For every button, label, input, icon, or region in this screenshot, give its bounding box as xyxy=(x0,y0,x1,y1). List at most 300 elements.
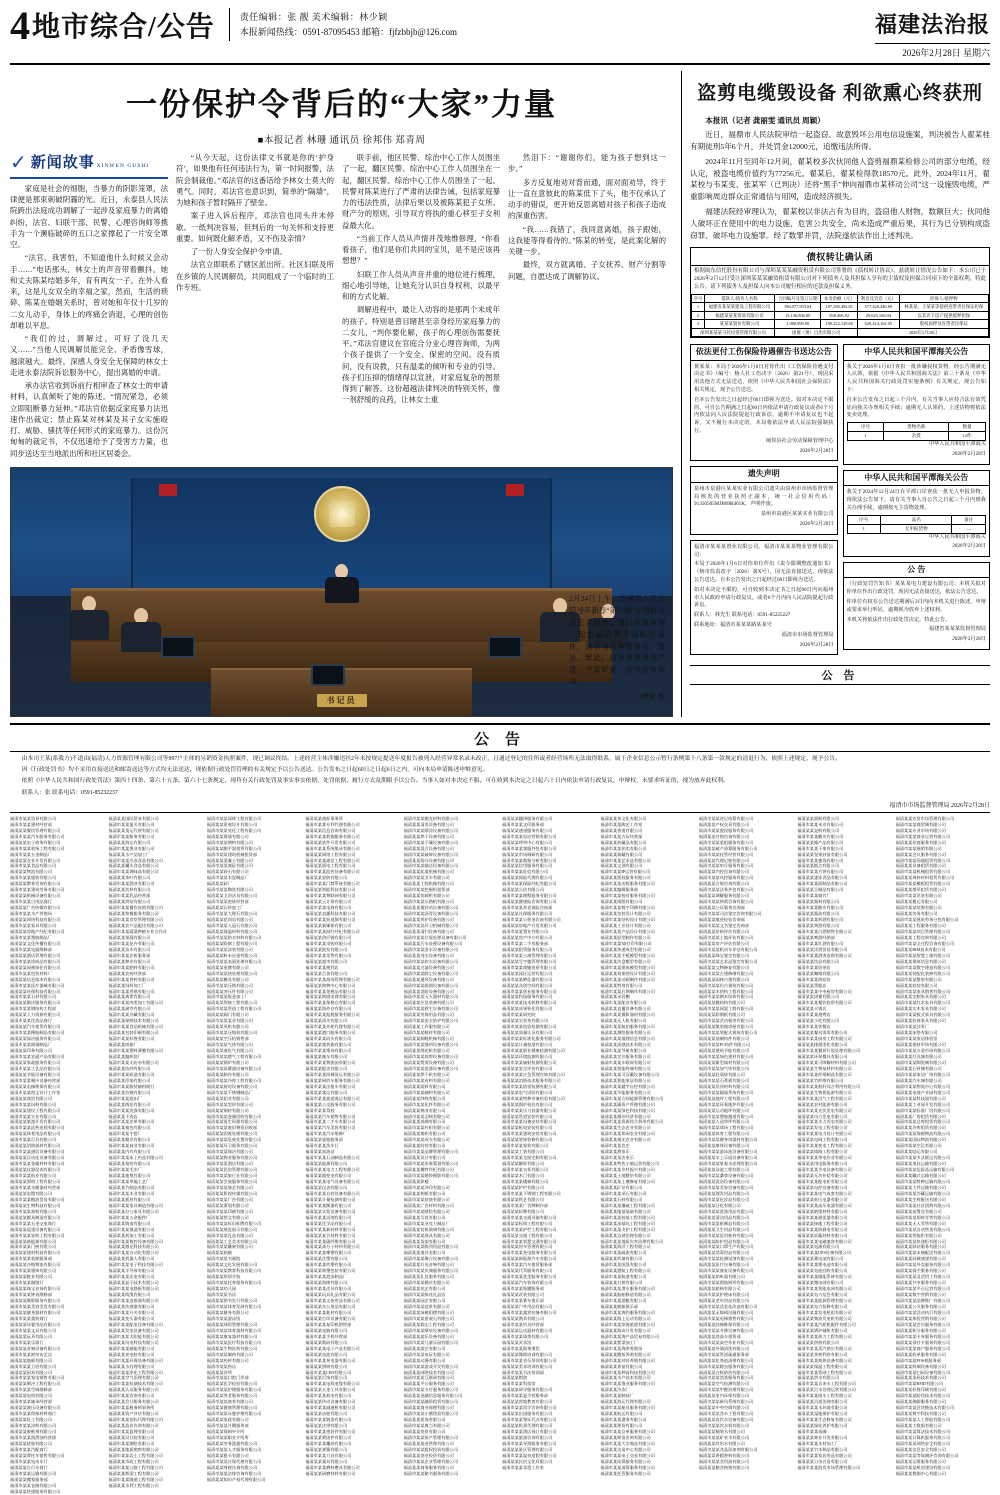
company-name: 福清某某设计院有限公司 xyxy=(108,1434,155,1440)
company-name: 福清市某某露营装备有限公司 xyxy=(502,1309,557,1315)
company-name: 福清某某环境监测有限公司 xyxy=(502,1053,553,1059)
company-name: 福清市某某司法鉴定咨询有限公司 xyxy=(698,911,762,917)
company-name: 福清市某某电玩有限公司 xyxy=(403,1351,450,1357)
company-name: 福清某某收藏品有限公司 xyxy=(600,839,647,845)
company-name: 福清市某某标准厂房有限公司 xyxy=(895,1107,951,1113)
company-name: 福清某某商标事务所 xyxy=(305,815,343,821)
page-title: 一份保护令背后的“大家”力量 xyxy=(126,87,557,122)
company-name: 福清某某录音棚 xyxy=(600,994,630,1000)
company-name: 福清某某体验营销有限公司 xyxy=(895,1315,946,1321)
company-name: 福清某某固废处理有限公司 xyxy=(206,1131,258,1137)
company-name: 福清某某吊顶材料有限公司 xyxy=(698,1083,750,1089)
company-name: 福清市某某保税仓有限公司 xyxy=(305,1000,356,1006)
company-name: 福清市某某装卸有限公司 xyxy=(895,905,942,911)
company-name: 福清某某内衣有限公司 xyxy=(108,1149,151,1155)
company-name: 福清市某某物流中心有限公司 xyxy=(895,1083,951,1089)
cell: — xyxy=(952,524,986,533)
company-name: 福清市某某环氧地坪有限公司 xyxy=(698,1101,754,1107)
company-name: 福清市某某社区团购有限公司 xyxy=(895,1202,951,1208)
company-name: 福清市某某家居用品有限公司 xyxy=(797,1452,852,1458)
company-name: 福清某某遥感技术有限公司 xyxy=(600,1042,651,1048)
company-name: 福清市某某游戏开发有限公司 xyxy=(403,1363,459,1369)
company-name: 福清市某某工艺品有限公司 xyxy=(10,1065,61,1071)
company-name: 福清市某某机动车评估有限公司 xyxy=(698,946,758,952)
company-name: 福清某某会计服务有限公司 xyxy=(108,1399,159,1405)
company-name: 福清市某某发电机组有限公司 xyxy=(797,1309,852,1315)
company-name: 福清市某某换热设备有限公司 xyxy=(797,1357,852,1363)
company-name: 福清市某某加气块有限公司 xyxy=(698,1065,750,1071)
company-name: 福清某某循环经济有限公司 xyxy=(600,1113,651,1119)
company-name: 福清某某化学品有限公司 xyxy=(305,1220,352,1226)
company-name: 福清某某脚手架租赁有限公司 xyxy=(206,845,262,851)
company-name: 福清某某模具有限公司 xyxy=(206,976,249,982)
company-name: 福清市某某涂装有限公司 xyxy=(206,946,253,952)
company-name: 福清某某音响设备有限公司 xyxy=(10,1345,61,1351)
company-name: 福清市某某灯具有限公司 xyxy=(10,1137,57,1143)
paragraph: 家庭是社会的细胞，当暴力的阴影笼罩，法律便是那束刺破阴霾的光。近日，永泰县人民法院跨出法庭成功调解了一起涉及家庭暴力的离婚纠纷，法官、妇联干部、民警、心理咨询师等携手为一个濒临破碎的五口之家撑起了一片安全罩空。 xyxy=(10,183,168,250)
company-name: 福清市某某型材有限公司 xyxy=(206,1101,253,1107)
story-columns xyxy=(10,152,673,461)
company-name: 福清市某某冲印有限公司 xyxy=(403,1184,450,1190)
caption-text: 2月24日上午，安溪县人民法院寻年新春“第一槌”在管桥法庭正式敲响，当日开展审理一起金融借款合同纠纷案件。法官当庭审查事实、质证、辩论，庭审流程规范严谨，亨泰彰显，否为庭审现场。 xyxy=(569,594,665,687)
company-name: 福清市某某压路机有限公司 xyxy=(403,899,454,905)
cell: 福建某某某贸易有限公司 xyxy=(704,311,774,320)
company-name: 福清市某某日用品商行 xyxy=(10,899,52,905)
company-name: 福清市某某变电工程有限公司 xyxy=(797,1143,852,1149)
company-name: 福清某某办公用品有限公司 xyxy=(305,1304,356,1310)
company-name: 福清市某某肉类加工有限公司 xyxy=(108,1000,163,1006)
company-name: 福清某某软体家具有限公司 xyxy=(895,1018,946,1024)
company-name: 福清某某绝缘材料有限公司 xyxy=(797,1208,848,1214)
company-name: 福清某某线缆有限公司 xyxy=(108,1292,151,1298)
finance-notice-sub: 根据闽东信托股份有限公司与深圳某某某融资租赁有限公司签署的《债权转让协议》，兹就转让情况公告如下：本公司已于2026年2月12日受让深圳某某某融资租赁有限公司对下列债务人及其担保人享有的主债权及担保合同项下的全部权利，特此公告。请下列债务人及担保人向本公司履行相应的还款及担保义务。 xyxy=(694,268,986,290)
company-name: 福清市某某光伏发电有限公司 xyxy=(797,1107,852,1113)
company-name: 福清市某某破碎设备有限公司 xyxy=(403,851,459,857)
company-name: 福清市某某石油制品有限公司 xyxy=(305,1155,360,1161)
company-name: 福清市某某雕刻有限公司 xyxy=(206,1244,253,1250)
company-name: 福清市某某空调维修部 xyxy=(10,1387,52,1393)
signature-date: 2026年2月28日 xyxy=(799,521,834,528)
company-name: 福清市某某带电作业有限公司 xyxy=(797,1155,852,1161)
company-name: 福清某某水处理有限公司 xyxy=(108,1363,155,1369)
signature: 中华人民共和国平潭海关 xyxy=(928,533,986,540)
company-name: 福清某某咖啡有限公司 xyxy=(797,970,840,976)
company-name: 福清市某某景观水处理有限公司 xyxy=(698,1161,758,1167)
company-name: 福清某某冷冻厂 xyxy=(600,1387,630,1393)
company-name: 福清市某某场地租赁有限公司 xyxy=(895,857,951,863)
company-name: 福清某某水产品加工厂 xyxy=(108,851,151,857)
company-name: 福清某某运维服务有限公司 xyxy=(895,1458,946,1464)
company-name: 福清市某某土壤修复有限公司 xyxy=(600,1179,655,1184)
company-name: 福清市某某研究院 xyxy=(502,1012,536,1018)
company-name: 福清市某某橡塑有限公司 xyxy=(305,1250,352,1256)
company-name: 福清市某某数字印刷有限公司 xyxy=(600,905,655,911)
judge-figure xyxy=(325,564,359,604)
company-name: 福清市某某商户服务有限公司 xyxy=(895,1345,951,1351)
company-name: 福清某某电机有限公司 xyxy=(10,1393,52,1399)
company-name: 福清某某模特经纪有限公司 xyxy=(403,1167,454,1173)
company-name: 福清市某某月饼有限公司 xyxy=(797,869,844,875)
company-name: 福清某某石料有限公司 xyxy=(600,1196,643,1202)
company-name: 福清市某某码头有限公司 xyxy=(305,1036,352,1042)
company-name: 福清某某民俗文化有限公司 xyxy=(502,1458,553,1464)
paragraph: 了一份人身安全保护令申请。 xyxy=(190,247,287,256)
company-name: 福清市某某电磁兼容有限公司 xyxy=(797,1238,852,1244)
company-name: 福清市某某碳纤维有限公司 xyxy=(305,1238,356,1244)
company-name: 福清某某铜材有限公司 xyxy=(206,1107,249,1113)
company-name: 福清市某某粮油贸易有限公司 xyxy=(10,1196,65,1202)
company-name: 福清某某标牌有限公司 xyxy=(502,1208,544,1214)
company-name: 福清市某某船务有限公司 xyxy=(108,833,155,839)
company-name: 福清某某保姆中介所 xyxy=(206,1429,245,1435)
company-name: 福清某某信息安全有限公司 xyxy=(895,1446,946,1452)
cell: 838,466.92 xyxy=(821,311,858,320)
company-name: 福清市某某装卸服务部 xyxy=(10,1256,52,1262)
cell: 品名 xyxy=(881,515,952,524)
company-name: 福清市某某沙发厂 xyxy=(895,1024,930,1030)
company-name: 福清市某某节电设备有限公司 xyxy=(797,1167,852,1173)
company-name: 福清市某某管道疏通服务部 xyxy=(698,1351,750,1357)
company-name: 福清市某某喷绘有限公司 xyxy=(403,1208,450,1214)
company-name: 福清市某某锂电池有限公司 xyxy=(797,1262,848,1268)
company-name: 福清某某火锅店 xyxy=(797,1006,827,1012)
company-name: 福清某某起重设备有限公司 xyxy=(10,1226,61,1232)
company-name: 福清某某箱包有限公司 xyxy=(108,1125,151,1131)
company-name: 福清市某某保险经纪有限公司 xyxy=(502,881,557,887)
company-name: 福清某某包装印刷有限公司 xyxy=(108,1030,159,1036)
company-name: 福清某某会展服务有限公司 xyxy=(206,1179,258,1184)
company-name: 福清某某干洗店 xyxy=(108,1113,138,1119)
company-name: 福清市某某采购有限公司 xyxy=(305,940,352,946)
company-name: 福清某某用电服务有限公司 xyxy=(797,1161,848,1167)
company-name: 福清某某海绵有限公司 xyxy=(305,1280,348,1286)
cell: 13,136,806.00 xyxy=(775,311,821,320)
company-name: 福清市某某电力工程有限公司 xyxy=(305,1167,360,1173)
notice-box xyxy=(690,344,838,461)
company-name: 福清市某某农机服务部 xyxy=(108,952,151,958)
company-name: 福清市某某休闲农业有限公司 xyxy=(600,1131,655,1137)
company-name: 福清某某网络科技有限公司 xyxy=(10,917,61,923)
company-name: 福清某某石材加工厂 xyxy=(206,905,245,911)
company-name: 福清市某某二手车有限公司 xyxy=(305,1119,356,1125)
company-name: 福清某某定位服务有限公司 xyxy=(600,1053,651,1059)
col-header: 序号 xyxy=(692,294,705,303)
company-name: 福清市某某乳品经营部 xyxy=(108,893,151,899)
company-name: 福清市某某仓单服务有限公司 xyxy=(600,1429,655,1435)
company-name: 福清某某扶梯维保有限公司 xyxy=(698,1321,750,1327)
hotline-line: 本报新闻热线：0591-87095453 邮箱：fjfzbbjb@126.com xyxy=(239,27,458,38)
cell: 187,386,492.81 xyxy=(821,303,858,312)
company-name: 福清市某某品牌推广有限公司 xyxy=(895,1298,951,1304)
company-name: 福清某某农药经营部 xyxy=(108,970,147,976)
company-name: 福清市某某智慧交通有限公司 xyxy=(502,1238,557,1244)
company-name: 福清某某珠宝首饰有限公司 xyxy=(10,1286,61,1292)
company-name: 福清某某罐头食品有限公司 xyxy=(108,863,159,869)
company-name: 福清某某配送有限公司 xyxy=(305,1065,348,1071)
company-name: 福清市某某电梯销售有限公司 xyxy=(698,1315,754,1321)
company-name: 福清市某某摄影器材有限公司 xyxy=(600,1012,655,1018)
cell: 3 xyxy=(692,320,705,329)
company-name: 福清某某劳保用品有限公司 xyxy=(403,1012,454,1018)
company-name: 福清市某某清算服务有限公司 xyxy=(600,1464,655,1470)
company-name: 福清某某汽车销售有限公司 xyxy=(305,1113,356,1119)
company-name: 福清市某某奶茶店 xyxy=(797,964,831,970)
company-name: 福清某某数据中心有限公司 xyxy=(895,1470,946,1476)
company-name: 福清某某电子商务有限公司 xyxy=(10,839,61,845)
company-name: 福清市某某职业介绍所 xyxy=(206,1434,249,1440)
company-name: 福清市某某自动售货有限公司 xyxy=(895,1226,951,1232)
company-name: 福清市某某织造有限公司 xyxy=(108,1071,155,1077)
company-name: 福清某某快递服务有限公司 xyxy=(10,1488,61,1494)
company-name: 福清某某翻译服务有限公司 xyxy=(502,815,553,821)
company-name: 福清市某某游泳馆 xyxy=(206,1315,241,1321)
company-name: 福清某某医学检验有限公司 xyxy=(206,1381,258,1387)
company-name: 福清市某某钓具经营部 xyxy=(502,1321,544,1327)
company-name: 福清市某某面制品有限公司 xyxy=(797,881,848,887)
company-name: 福清市某某口腔门诊部 xyxy=(206,1375,249,1381)
company-name: 福清市某某建筑模型有限公司 xyxy=(600,964,655,970)
company-name: 福清市某某手套厂 xyxy=(108,1131,142,1137)
company-name: 福清某某礼仪服务有限公司 xyxy=(403,1274,454,1280)
company-name: 福清市某某洗涤用品有限公司 xyxy=(698,1208,754,1214)
company-name: 福清市某某算法技术有限公司 xyxy=(895,1429,951,1435)
company-name: 福清某某速递服务有限公司 xyxy=(502,827,553,833)
company-name: 福清市某某夏令营服务部 xyxy=(502,1393,549,1399)
company-name: 福清市某某钢结构工程部 xyxy=(10,1006,57,1012)
company-name: 福清市某某音乐培训有限公司 xyxy=(502,1357,557,1363)
company-name: 福清市某某床上用品有限公司 xyxy=(108,1155,163,1161)
company-name: 福清某某地基基础有限公司 xyxy=(600,1208,651,1214)
company-name: 福清某某面料有限公司 xyxy=(403,1083,446,1089)
table-row xyxy=(847,515,986,524)
company-name: 福清某某停车管理有限公司 xyxy=(502,1244,553,1250)
company-name: 福清某某骑手服务有限公司 xyxy=(895,1268,946,1274)
company-name: 福清某某竹纤维有限公司 xyxy=(797,1077,844,1083)
company-name: 福清市某某管网工程有限公司 xyxy=(797,1369,852,1375)
company-name: 福清市某某标准化服务有限公司 xyxy=(502,1036,561,1042)
company-name: 福清市某某白酒销售有限公司 xyxy=(797,928,852,934)
company-name: 福清市某某纽扣厂 xyxy=(108,1095,142,1101)
company-name: 福清市某某能源管理有限公司 xyxy=(797,1298,852,1304)
company-name: 福清某某家政有限公司 xyxy=(206,1417,249,1423)
company-name: 福清某某变压器有限公司 xyxy=(108,1315,155,1321)
company-name: 福清某某写真有限公司 xyxy=(403,1214,446,1220)
company-name: 福清市某某导游服务有限公司 xyxy=(502,1440,557,1446)
company-name: 福清市某某洗涤有限公司 xyxy=(108,1107,155,1113)
company-name: 福清市某某特种运输有限公司 xyxy=(895,1179,951,1184)
notice-title: 遗失声明 xyxy=(691,467,837,482)
company-name: 福清市某某出租车有限公司 xyxy=(305,1083,356,1089)
company-name: 福清某某健康险咨询有限公司 xyxy=(502,899,557,905)
company-name: 福清市某某干果有限公司 xyxy=(797,845,844,851)
company-name: 福清某某小吃有限公司 xyxy=(797,1018,840,1024)
company-name: 福清市某某展销有限公司 xyxy=(895,845,942,851)
company-name: 福清某某市政工程有限公司 xyxy=(108,1458,159,1464)
company-name: 福清市某某装饰工程有限公司 xyxy=(10,845,65,851)
notice-box xyxy=(843,470,991,557)
company-name: 福清某某绿植租摆有限公司 xyxy=(403,1309,454,1315)
company-name: 福清市某某互联网有限公司 xyxy=(403,1375,454,1381)
company-name: 福清某某公证服务咨询部 xyxy=(698,905,745,911)
company-name: 福清市某某多式联运有限公司 xyxy=(895,1155,951,1161)
company-name: 福清某某资产评估有限公司 xyxy=(108,1411,159,1417)
cell: 深圳某某某马托投资管理有限公司 xyxy=(692,328,775,337)
company-name: 福清某某烘干设备有限公司 xyxy=(403,833,454,839)
company-name: 福清市某某品牌管理有限公司 xyxy=(403,1149,459,1155)
company-name: 福清市某某喷涂设备有限公司 xyxy=(403,827,459,833)
company-name: 福清某某社保服务有限公司 xyxy=(502,911,553,917)
col-header: 本金余额（元） xyxy=(821,294,858,303)
company-name: 福清市某某形象策划有限公司 xyxy=(403,1161,459,1167)
paragraph: 案子进入诉后程序，邓法官也同头并未停歇。一纸判决容易，但判后的一句关怀和支持更重要。如何既化解矛盾，又不伤及亲情？ xyxy=(176,211,334,243)
column-logo xyxy=(10,152,168,179)
company-name: 福清某某装饰装修有限公司 xyxy=(502,1137,553,1143)
bottom-notice-title: 公 告 xyxy=(10,728,990,752)
company-name: 福清市某某化妆品有限公司 xyxy=(698,1196,750,1202)
company-name: 福清市某某钢构有限公司 xyxy=(206,839,253,845)
paragraph: “从今天起，这份法律文书就是你的‘护身符’，如果他有任何违法行为，第一时间报警，法院会制裁他。”邓法官的这番话给予林女士莫大的勇气。同时，邓法官也意识到，简单的“隔墙”，为她和孩子暂时隔开了壁垒。 xyxy=(176,153,334,207)
company-name: 福清某某吹填有限公司 xyxy=(600,1256,643,1262)
company-name: 福清某某制冷工程有限公司 xyxy=(10,1381,61,1387)
company-name: 福清市某某轴承经营部 xyxy=(10,1399,52,1405)
company-name: 福清市某某服装有限公司 xyxy=(10,875,57,881)
company-name: 福清市某某UPS设备有限公司 xyxy=(797,1250,851,1256)
company-name: 福清某某港口服务有限公司 xyxy=(305,1030,356,1036)
company-name: 福清某某茶叶有限公司 xyxy=(108,875,151,881)
company-name: 福清某某新型墙材有限公司 xyxy=(698,1059,750,1065)
company-name: 福清市某某高压电器有限公司 xyxy=(797,1202,852,1208)
company-name: 福清某某粉末冶金有限公司 xyxy=(206,952,258,958)
company-name: 福清市某某绿色建材有限公司 xyxy=(698,1053,754,1059)
company-name: 福清某某动漫有限公司 xyxy=(403,1357,446,1363)
paragraph: 自本公告发出之日起经过60日即视为送达。如对本决定不服的，可自公告期满之日起60日内依法申请行政复议或者6个月内依法向人民法院提起行政诉讼。逾期不申请复议也不起诉，又不履行本决定的，本局将依法申请人民法院强制执行。 xyxy=(694,396,834,435)
company-name: 福清某某环保科技有限公司 xyxy=(10,988,61,994)
company-name: 福清市某某护理服务有限公司 xyxy=(206,1387,262,1393)
company-name: 福清市某某批发市场管理有限公司 xyxy=(797,1464,861,1470)
company-name: 福清市某某眼镜行 xyxy=(10,1280,44,1286)
company-name: 福清某某海洋工程有限公司 xyxy=(600,1244,651,1250)
company-name: 福清市某某高空作业有限公司 xyxy=(698,1339,754,1345)
company-name: 福清市某某钟表维修部 xyxy=(10,1292,52,1298)
company-name: 福清某某托管服务有限公司 xyxy=(600,1470,651,1476)
company-name: 福清某某量具有限公司 xyxy=(305,1458,348,1464)
company-name: 福清市某某报税服务有限公司 xyxy=(305,1012,360,1018)
company-name: 福清市某某气体有限公司 xyxy=(206,1042,253,1048)
company-name: 福清某某包装设计有限公司 xyxy=(600,911,651,917)
company-name: 福清市某某股权服务有限公司 xyxy=(698,827,754,833)
company-name: 福清某某测绘服务有限公司 xyxy=(600,1030,651,1036)
company-name: 福清某某信用服务有限公司 xyxy=(502,863,553,869)
company-name: 福清市某某医用耗材有限公司 xyxy=(698,1232,754,1238)
company-name: 福清市某某数据服务有限公司 xyxy=(305,833,360,839)
company-name: 福清市某某烧烤店 xyxy=(797,1012,831,1018)
company-name: 福清市某某海钓服务有限公司 xyxy=(600,1309,655,1315)
company-name: 福清市某某制冷设备经营部 xyxy=(10,1077,61,1083)
company-name: 福清市某某项目管理有限公司 xyxy=(895,928,951,934)
company-name: 福清市某某监控设备有限公司 xyxy=(305,869,360,875)
company-name: 福清市某某储能有限公司 xyxy=(108,1345,155,1351)
company-name: 福清某某熨烫设备有限公司 xyxy=(403,1059,454,1065)
company-name: 福清某某节能设备有限公司 xyxy=(10,1071,61,1077)
company-name: 福清某某排烟净化有限公司 xyxy=(797,1042,848,1048)
company-name: 福清某某工程服务有限公司 xyxy=(895,923,946,929)
company-name: 福清市某某鞋材有限公司 xyxy=(403,1030,450,1036)
company-name: 福清某某电缆有限公司 xyxy=(10,1190,52,1196)
cell: 2026年2月28日 xyxy=(858,328,989,337)
cell: 1 xyxy=(692,303,705,312)
paragraph: 泉州市泉港区某某实业有限公司遗失由泉州市市场监督管理局核发的营业执照正副本，统一社会信用代码：91350505MJB69R461K，声明作废。 xyxy=(694,485,834,508)
notice-body xyxy=(691,483,837,534)
company-name: 福清某某标线工程有限公司 xyxy=(502,1220,553,1226)
company-name: 福清某某厨具有限公司 xyxy=(10,1369,52,1375)
company-name: 福清市某某检测试剂有限公司 xyxy=(698,1256,754,1262)
company-name: 福清某某港航工程有限公司 xyxy=(600,1268,651,1274)
paragraph: 我关于2026年1月6日查扣一批涉嫌侵权货物，经公告期满无人认领，依据《中华人民共和国海关法》第三十条及《中华人民共和国海关行政处罚实施条例》有关规定，现公告如下： xyxy=(846,363,986,394)
company-name: 福清某某湿地保护有限公司 xyxy=(797,1411,848,1417)
company-name: 福清市某某链条有限公司 xyxy=(305,1417,352,1423)
company-name: 福清某某塔吊租赁有限公司 xyxy=(895,887,946,893)
cell: 序号 xyxy=(847,515,881,524)
company-name: 福清某某终端设备有限公司 xyxy=(895,1363,946,1369)
company-name: 福清某某坚果炒货有限公司 xyxy=(797,851,848,857)
company-name: 福清某某代理记账有限公司 xyxy=(698,857,750,863)
company-name: 福清市某某美容美发有限公司 xyxy=(10,1304,65,1310)
company-name: 福清市某某蜜饯有限公司 xyxy=(797,857,844,863)
company-name: 福清某某显示技术有限公司 xyxy=(108,1280,159,1286)
company-name: 福清市某某渔业有限公司 xyxy=(108,845,155,851)
paragraph: 多方反复地劝对背而通，面对面劝导，终于让一直在意彼此的陈某低下了头，他不仅承认了动手的错误，更开始反思离婚对孩子和孩子造成的深重伤害。 xyxy=(508,177,666,221)
company-name: 福清市某某股权投资有限公司 xyxy=(403,1446,459,1452)
company-name: 福清市某某服饰有限公司 xyxy=(10,1268,57,1274)
company-name: 福清某某网络工程有限公司 xyxy=(305,851,356,857)
company-name: 福清某某游艺有限公司 xyxy=(403,1345,446,1351)
company-name: 福清某某农业开发有限公司 xyxy=(10,857,61,863)
company-name: 福清市某某重组服务有限公司 xyxy=(698,839,754,845)
company-name: 福清某某百货有限公司 xyxy=(305,970,348,976)
company-name: 福清市某某书画院 xyxy=(206,1256,241,1262)
company-name: 福清市某某土地评估有限公司 xyxy=(698,934,754,940)
cell: 3,980,999.00 xyxy=(775,320,821,329)
company-name: 福清某某风力发电有限公司 xyxy=(797,1113,848,1119)
company-name: 福清某某交易中心有限公司 xyxy=(600,1446,651,1452)
company-name: 福清市某某热处理有限公司 xyxy=(206,970,258,976)
company-name: 福清某某生物基材料有限公司 xyxy=(797,1065,852,1071)
company-name: 福清某某印染有限公司 xyxy=(108,1077,151,1083)
company-name: 福清市某某桑拿设备有限公司 xyxy=(698,1173,754,1179)
company-name: 福清某某生鲜配送有限公司 xyxy=(895,1196,946,1202)
caption-credit: □傅敏 摄 xyxy=(636,691,665,701)
company-name: 福清某某呼叫中心有限公司 xyxy=(502,839,553,845)
company-name: 福清市某某抛光材料有限公司 xyxy=(403,815,459,821)
company-name: 福清市某某汽车维修厂 xyxy=(305,1131,348,1137)
company-name: 福清某某摩托车销售有限公司 xyxy=(10,1452,65,1458)
company-name: 福清某某高分子材料有限公司 xyxy=(305,1244,360,1250)
company-name: 福清某某电镀有限公司 xyxy=(206,964,249,970)
finance-table xyxy=(691,294,989,338)
bottom-notice-signature: 福清市市场监督管理局 2026年2月28日 xyxy=(889,802,990,809)
company-name: 福清市某某陶瓷有限公司 xyxy=(206,887,253,893)
company-name: 福清市某某即时零售有限公司 xyxy=(895,1214,951,1220)
company-name: 福清市某某登记结算有限公司 xyxy=(698,815,754,821)
paragraph: 最终，双方就离婚、子女抚养、财产分割等问题，自愿达成了调解协议。 xyxy=(508,260,666,281)
company-name: 福清某某保温工程有限公司 xyxy=(797,1363,848,1369)
chevron-right-icon: ✓ xyxy=(10,152,27,175)
company-name: 福清某某交通工程有限公司 xyxy=(502,1232,553,1238)
signature: 闽侯县社会劳动保障管理中心 xyxy=(766,437,834,444)
paragraph: 福清市某某某置业有限公司、福清市某某某物业管理有限公司： xyxy=(694,543,834,558)
company-name: 福清市某某支付服务有限公司 xyxy=(403,1387,459,1393)
notice-box xyxy=(843,344,991,465)
